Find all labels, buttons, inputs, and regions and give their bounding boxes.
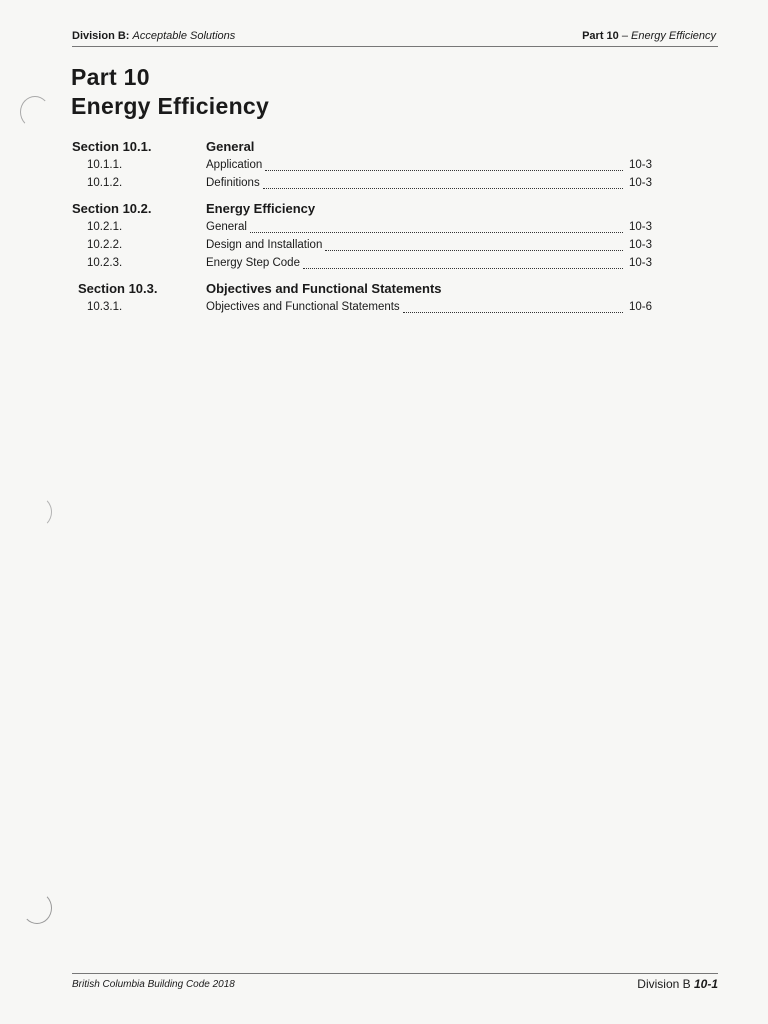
toc-section-heading <box>72 199 652 218</box>
table-of-contents <box>72 137 652 323</box>
header-rule <box>72 46 718 47</box>
toc-section-title: General <box>206 139 255 154</box>
toc-entry-number: 10.1.2. <box>87 177 123 189</box>
toc-section-title: Energy Efficiency <box>206 201 316 216</box>
header-part-label: Part 10 <box>582 30 619 42</box>
footer-page-number <box>637 977 718 991</box>
toc-section <box>72 199 652 272</box>
dot-leader <box>263 178 623 189</box>
toc-entry-page: 10-3 <box>628 239 652 251</box>
dot-leader <box>303 258 623 269</box>
footer-division-label: Division B <box>637 977 694 991</box>
binder-hole-middle <box>22 496 52 528</box>
dot-leader <box>265 160 623 171</box>
toc-entry-number: 10.2.2. <box>87 239 123 251</box>
toc-entry-page: 10-3 <box>628 159 652 171</box>
toc-entry[interactable] <box>72 298 652 316</box>
toc-entry-title: General <box>206 221 247 233</box>
toc-entry[interactable] <box>72 236 652 254</box>
toc-section <box>72 279 652 316</box>
toc-section-title: Objectives and Functional Statements <box>206 281 442 296</box>
toc-entry-number: 10.3.1. <box>87 301 123 313</box>
dot-leader <box>325 240 623 251</box>
toc-entry-page: 10-6 <box>628 301 652 313</box>
running-header <box>72 28 716 46</box>
header-part-dash: – <box>618 30 632 42</box>
footer-rule <box>72 973 718 974</box>
dot-leader <box>250 222 623 233</box>
toc-entry-title: Objectives and Functional Statements <box>206 301 400 313</box>
toc-entry-title: Application <box>206 159 263 171</box>
toc-section-number: Section 10.2. <box>72 201 152 216</box>
binder-hole-bottom <box>22 892 52 924</box>
toc-entry-page: 10-3 <box>628 221 652 233</box>
toc-entry-number: 10.1.1. <box>87 159 123 171</box>
toc-entry-number: 10.2.3. <box>87 257 123 269</box>
toc-entry-title: Design and Installation <box>206 239 323 251</box>
toc-entry-page: 10-3 <box>628 177 652 189</box>
dot-leader <box>403 302 623 313</box>
toc-entry[interactable] <box>72 156 652 174</box>
header-part-subtitle: Energy Efficiency <box>631 30 716 42</box>
toc-section-heading <box>72 279 652 298</box>
toc-entry-title: Energy Step Code <box>206 257 300 269</box>
footer-page-value: 10-1 <box>693 977 718 991</box>
header-division-subtitle: Acceptable Solutions <box>132 30 236 42</box>
toc-section <box>72 137 652 192</box>
footer-code-title: British Columbia Building Code 2018 <box>72 979 235 990</box>
header-division-label: Division B: <box>72 30 130 42</box>
header-part <box>582 30 716 42</box>
part-number-title: Part 10 <box>71 64 150 90</box>
toc-entry[interactable] <box>72 174 652 192</box>
toc-entry[interactable] <box>72 218 652 236</box>
toc-entry-number: 10.2.1. <box>87 221 123 233</box>
toc-section-heading <box>72 137 652 156</box>
toc-entry-page: 10-3 <box>628 257 652 269</box>
header-division <box>72 30 235 42</box>
toc-entry-title: Definitions <box>206 177 260 189</box>
binder-hole-top <box>20 96 50 128</box>
toc-section-number: Section 10.3. <box>78 281 158 296</box>
toc-entry[interactable] <box>72 254 652 272</box>
toc-section-number: Section 10.1. <box>72 139 152 154</box>
part-name-title: Energy Efficiency <box>71 93 270 119</box>
